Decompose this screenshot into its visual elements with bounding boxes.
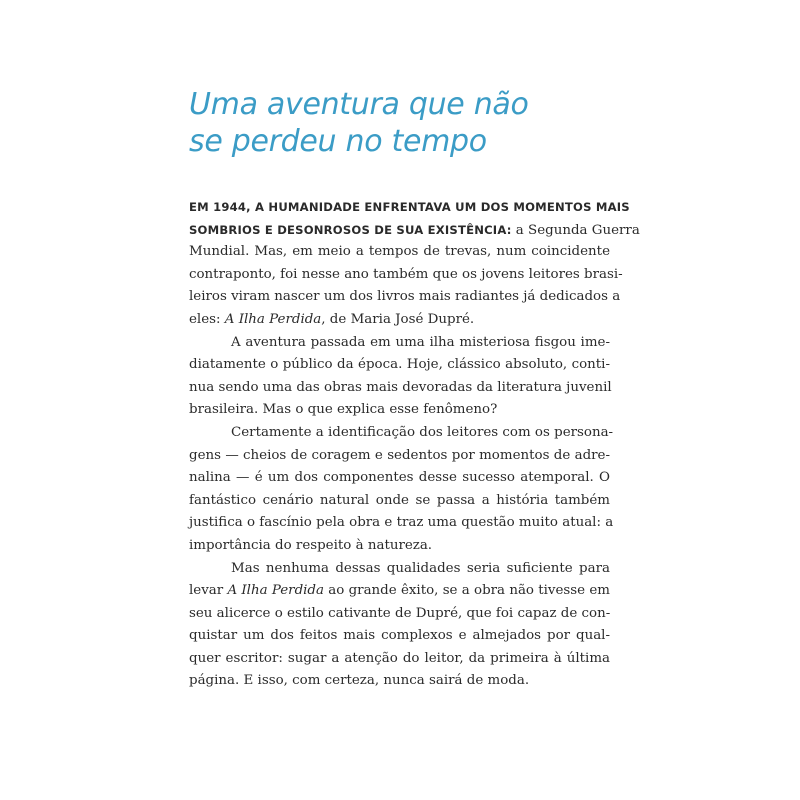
text-line xyxy=(189,196,630,219)
text-line: importância do respeito à natureza. xyxy=(189,537,433,553)
text-run: , de Maria José Dupré. xyxy=(321,311,475,327)
title-line-1: Uma aventura que não xyxy=(189,87,529,122)
text-run: eles: xyxy=(189,311,225,327)
text-line: Mundial. Mas, em meio a tempos de trevas, num coincidente xyxy=(189,244,610,260)
small-caps-lead: SOMBRIOS E DESONROSOS DE SUA EXISTÊNCIA: xyxy=(189,222,512,237)
text-line: diatamente o público da época. Hoje, clássico absoluto, conti- xyxy=(189,357,610,373)
text-run: levar xyxy=(189,583,228,599)
text-line: nalina — é um dos componentes desse sucesso atemporal. O xyxy=(189,470,610,486)
text-line: página. E isso, com certeza, nunca sairá de moda. xyxy=(189,673,530,689)
text-line: Mas nenhuma dessas qualidades seria suficiente para xyxy=(231,560,610,576)
text-line: contraponto, foi nesse ano também que os jovens leitores brasi- xyxy=(189,266,623,282)
text-run: ao grande êxito, se a obra não tivesse em xyxy=(324,583,610,599)
text-line xyxy=(189,309,610,332)
text-line: leiros viram nascer um dos livros mais radiantes já dedicados a xyxy=(189,289,621,305)
text-line: quer escritor: sugar a atenção do leitor, da primeira à última xyxy=(189,650,610,666)
text-line: A aventura passada em uma ilha misteriosa fisgou ime- xyxy=(231,334,610,350)
book-title-italic: A Ilha Perdida xyxy=(224,311,322,327)
paragraph-1 xyxy=(189,196,640,332)
page-title xyxy=(189,86,629,160)
text-line: brasileira. Mas o que explica esse fenômeno? xyxy=(189,402,498,418)
text-line: seu alicerce o estilo cativante de Dupré, que foi capaz de con- xyxy=(189,605,611,621)
text-line: gens — cheios de coragem e sedentos por momentos de adre- xyxy=(189,447,610,463)
body-text xyxy=(189,196,640,693)
title-line-2: se perdeu no tempo xyxy=(189,124,487,159)
text-line: Certamente a identificação dos leitores com os persona- xyxy=(231,424,614,440)
text-line xyxy=(189,580,610,603)
text-line: fantástico cenário natural onde se passa a história também xyxy=(189,492,610,508)
text-line: justifica o fascínio pela obra e traz uma questão muito atual: a xyxy=(189,515,614,531)
text-line: nua sendo uma das obras mais devoradas da literatura juvenil xyxy=(189,379,612,395)
paragraph-4 xyxy=(189,558,610,694)
text-line: quistar um dos feitos mais complexos e almejados por qual- xyxy=(189,628,610,644)
paragraph-3 xyxy=(189,422,614,558)
small-caps-lead: EM 1944, A HUMANIDADE ENFRENTAVA UM DOS MOMENTOS MAIS xyxy=(189,200,630,214)
paragraph-2 xyxy=(189,332,610,422)
text-run: a Segunda Guerra xyxy=(511,222,640,238)
text-line xyxy=(189,219,640,242)
book-title-italic: A Ilha Perdida xyxy=(227,583,324,599)
